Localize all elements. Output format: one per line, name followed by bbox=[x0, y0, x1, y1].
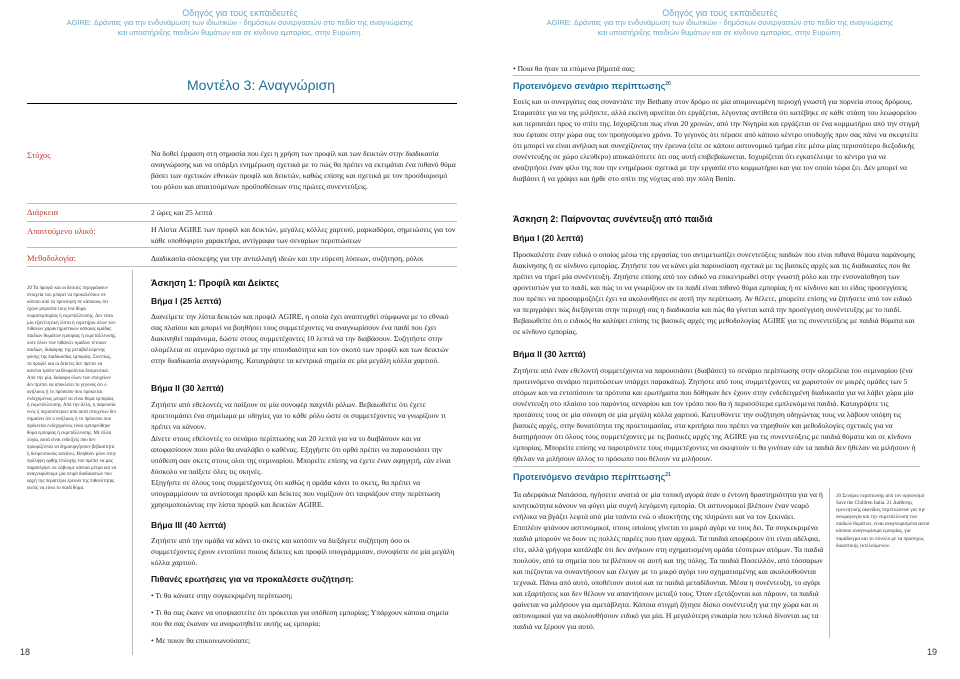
activity1-step1-text: Διανείμετε την λίστα δεικτών και προφίλ AGIRE, η οποία έχει αναπτυχθεί σύμφωνα με το εθνικό σας πλαίσιο και μπορεί να βοηθήσει τους συμμετέχοντες να αναγνωρίσουν ένα παιδί που έχει διακινηθεί παράνομα, δώστε στους συμμετέχοντες 10 λεπτά να την διαβάσουν. Συζητήστε στην ολομέλεια σε σεμινάριο σχετικά με την σπουδαιότητα και τον σκοπό των προφίλ και των δεικτών στην διαδικασία αναγνώρισης. Καταγράψτε τα κεντρικά σημεία σε μία μεγάλη κόλλα χαρτιού. bbox=[151, 312, 449, 365]
left-footnote: 20 Τα προφίλ και οι δείκτες περιγράφουν στοιχεία του μπορεί να προκαλέσουν σε κάποιο από τα προνόηση σε κάποιους ότι έχουν μπροστά τους ένα θύμα σωματεμπορίας ή εκμετάλλευσης. Δεν είναι μία εξαντλητική λίστα ή ευρετήριο όλων των πιθανών χαρακτηριστικών κάποιας ομάδας παιδιών θυμάτων εμπορίας ή εκμετάλλευσης, ούτε όλων των πιθανών ομάδων τέτοιων παιδιών, διάφορης της μεταβαλλόμενης φύσης της διαδικασίας εμπορίας. Συνεπώς, τα προφίλ και οι δείκτες δεν πρέπει να κανένα τρόπο να θεωρούνται δεσμευτικά. Από την μία, διάφορα όλων των στοιχείων δεν πρέπει να αποκλείει το γεγονός ότι ο ανήλικος ή το πρόσωπο που πρόκειται ενδεχομένως μπορεί να είναι θύμα εμπορίας ή εκμετάλλευσης. Από την άλλη, η παρουσία ενός ή περισσότερων από αυτά στοιχείων δεν σημαίνει ότι ο ανήλικος ή το πρόσωπο που πρόκειται ενδεχομένως είναι εμπορεύθηκε θύμα εμπορίας ή εκμετάλλευσης. Με άλλα λόγια, αυτά είναι ενδείξεις που δεν προορίζονται να δημιουργήσουν βεβαιότητα ή δεσμευτικούς κανόνες. Βοηθούν μόνο στην πρόληψη ορθής επιλογής του πρέπει να μας παραπέμψει να λάβουμε κάποια μέτρα και να αναγνωρίσουμε μία σειρά διαδικασιών που αρχή της περαιτέρω έρευνα της πιθανότητας αυτός να είναι το παιδί θύμα. bbox=[27, 286, 117, 492]
activity1-title: Άσκηση 1: Προφίλ και Δείκτες bbox=[151, 278, 279, 288]
question-text: Τι θα σας έκανε να υποψιαστείτε ότι πρόκειται για υπόθεση εμπορίας; Υπάρχουν κάποια σημεία που θα σας έκαναν να αναρωτηθείτε αυτής ως εμπορία; bbox=[151, 608, 449, 628]
separator-3 bbox=[27, 247, 457, 248]
question-text: Με ποιον θα επικοινωνούσατε; bbox=[155, 636, 251, 645]
goal-text: Να δοθεί έμφαση στη σημασία που έχει η χρήση των προφίλ και των δεικτών στην διαδικασία αναγνώρισης και να υπάρξει ενημέρωση σχετικά με το πώς θα πρέπει να εκτιμάται ένα πιθανό θύμα βάσει των σχετικών εθνικών προφίλ και δεικτών, καθώς επίσης και σχετικά με τον προσδιορισμό του ρόλου και απαιτούμενων προϋποθέσεων στις πρώτες συνεντεύξεις. bbox=[151, 149, 456, 191]
right-top-rule bbox=[513, 75, 920, 76]
activity2-step2-text: Ζητήστε από έναν εθελοντή συμμετέχοντα να παρουσιάσει (διαβάσει) το σενάριο περίπτωσης στην ολομέλεια του σεμιναρίου (ένα προτεινόμενο σενάριο περιπτώσεων υπάρχει παρακάτω). Ζητήστε από τους συμμετέχοντες να χωριστούν σε μικρές ομάδες των 5 ατόμων και να εντοπίσουν τα πρότυπα και ερωτήματα που δόθηκαν δεν έχουν στην ενδεδειγμένη διαδικασία για να λάβει χώρα μία συνέντευξη στο πλαίσιο του παρόντος σεναρίου και τον τρόπο που θα ή περισσότερα εμπλεκόμενα παιδιά. Καταγράψτε τις προτάσεις τους σε μία σύνοψη σε μία μεγάλη κόλλα χαρτιού. Κατευθύνετε την συζήτηση οδηγώντας τους να λάβουν υπόψη τις βασικές αρχές, στην δυνατότητα της προετοιμασίας, στα κριτήρια που πρέπει να τηρηθούν και μεθοδολογίες σχετικές για να διατηρήσουν ότι όλους τους συμμετέχοντες με τις βασικές αρχές της AGIRE για τις συνεντεύξεις με παιδιά θύματα και σε κίνδυνο εμπορίας. Μπορείτε επίσης να παροτρύνετε τους συμμετέχοντες να σκεφτούν τι θα γινόταν εάν τα παιδιά δεν ήθελαν να μιλήσουν ή ήθελαν να μιλήσουν άλλος το πρόσωπο που θέλουν να μιλήσουν. bbox=[513, 366, 916, 463]
header-left-line2: και υποστήριξης παιδιών θυμάτων και σε κίνδυνο εμπορίας, στην Ευρώπη. bbox=[117, 28, 363, 37]
activity2-title: Άσκηση 2: Παίρνοντας συνέντευξη από παιδιά bbox=[513, 214, 713, 224]
header-left-line1: AGIRE: Δράντας για την ενδυνάμωση των ιδιωτικών - δημόσιων συνεργασιών στο πεδίο της αναγνώρισης bbox=[66, 18, 414, 27]
label-duration: Διάρκεια bbox=[27, 207, 59, 217]
right-footnote: 20 Σενάριο περίπτωσης από τον οργανισμό Save the Children Italia. 21 Διάθεσης ερευνητικής αιφνίδιες περιπτώσεων για την ανωμαγωγία και την εκμετάλλευση των παιδιών θυμάτων, είναι αναγνωρισμένα αυτοί κάποιοι αναγνωρίσιμα εμπορίας, για παράδειγμα και το σύνολο με τα προσεχώς δικαστικής εκτελούμενων. bbox=[836, 493, 930, 549]
label-methodology: Μεθοδολογία: bbox=[27, 253, 76, 263]
header-right-line1: AGIRE: Δράντας για την ενδυνάμωση των ιδιωτικών - δημόσιων συνεργασιών στο πεδίο της αναγνώρισης bbox=[546, 18, 894, 27]
header-right-title: Οδηγός για τους εκπαιδευτές bbox=[662, 8, 778, 18]
activity1-questions-title: Πιθανές ερωτήσεις για να προκαλέσετε συζήτηση: bbox=[151, 574, 354, 584]
activity1-step1-title: Βήμα Ι (25 λεπτά) bbox=[151, 296, 222, 306]
activity1-step3-text: Ζητήστε από την ομάδα να κάνει το σκετς και κατόπιν να διεξάγετε συζήτηση όσο οι συμμετέχοντες έχουν εντοπίσει ποιους δείκτες και προφίλ υπογράμμισαν, συνοψίστε σε μία μεγάλη κόλλα χαρτιού. bbox=[151, 536, 455, 567]
activity1-step2-text-b: Δίνετε στους εθελοντές το σενάριο περίπτωσης και 20 λεπτά για να το διαβάσουν και να αποφασίσουν ποιο ρόλο θα αναλάβει ο καθένας. Εξηγήστε ότι ορθά πρέπει να παρουσιάσει την υπόθεση σαν σκετς στους ολοι της σεμιναρίου. Μπορείτε επίσης να έχετε έναν αφηγητή, εάν είναι δύσκολο να παίξετε όλες τις σκηνές. bbox=[151, 434, 451, 476]
right-bullet-top: • Ποια θα ήταν τα επόμενα βήματά σας; bbox=[513, 64, 635, 73]
header-left bbox=[40, 8, 440, 38]
page-number-left: 18 bbox=[20, 647, 31, 657]
scenario1-sup: 20 bbox=[665, 81, 671, 87]
label-materials: Απαιτούμενο υλικό: bbox=[27, 226, 96, 236]
scenario2-sup: 21 bbox=[665, 472, 671, 478]
right-mid-rule bbox=[513, 466, 920, 467]
separator-2 bbox=[27, 221, 457, 222]
header-right bbox=[520, 8, 920, 38]
activity1-step3-title: Βήμα ΙΙΙ (40 λεπτά) bbox=[151, 520, 227, 530]
scenario2-title bbox=[513, 472, 671, 482]
scenario2-title-text: Προτεινόμενο σενάριο περίπτωσης bbox=[513, 472, 666, 482]
activity1-questions-list bbox=[151, 590, 456, 646]
model-title: Μοντέλο 3: Αναγνώριση bbox=[187, 77, 336, 93]
page-number-right: 19 bbox=[927, 647, 938, 657]
activity2-step1-title: Βήμα Ι (20 λεπτά) bbox=[513, 233, 584, 243]
activity1-step2-text-a: Ζητήστε από εθελοντές να παίξουν σε μία συνοφέρ παιχνίδι ρόλων. Βεβαιωθείτε ότι έχετε προετοιμάσει ένα σημείωμα με οδηγίες για το κάθε ρόλο ώστε οι συμμετέχοντες να γνωρίζουν τι πρέπει να κάνουν. bbox=[151, 400, 446, 431]
materials-text: Η Λίστα AGIRE των προφίλ και δεικτών, μεγάλες κόλλες χαρτιού, μαρκαδόροι, σημειώσεις για τον κάθε υποθόφιρτο χαρακτήρα, αντίγραφα των σεναρίων περιπτώσεων bbox=[151, 225, 456, 245]
scenario1-title-text: Προτεινόμενο σενάριο περίπτωσης bbox=[513, 81, 666, 91]
right-bullet-text: Ποια θα ήταν τα επόμενα βήματά σας; bbox=[517, 64, 635, 73]
scenario2-text: Τα αδερφάκια Νατάσσα, ηγήσειτε ανατιά σε μία τοπική αγορά όταν ο έντονη δραστηριότητα για να ή κινητικότητα κάνουν να φύγει μία συχνή λεγόμενη εμπορία. Οι αστυνομικοί βλέπουν έναν νεαρό ενήλικα να βγάζει λεφτά από μία τσάντα ενώ ο ιδιοκτήτης της πληρώνει και να τον ξεκινάει. Επιπλέον φτάνουν αστυνομικοί, στους οποίους γίνεται το μικρό αγόρι να τους δει. Τα συγκεκριμένα παιδιά μπορούν να δουν τις πολλές παρέες που ήταν αρχικά. Τα παιδιά αποφέρουν ότι είναι αδέλφια, είτε, αλλά γρήγορα κατάλαβε ότι δεν ανήκουν στη σχηματισμένη ομάδα τέσσερων ατόμων. Τα παιδιά πουλούν, από τα σημεία που τα βλέπουν σε αυτή και της πόλης. Τα παιδιά Ποσειλλόν, από τόσσαρων και πιέζονται να συναντήσουν και έλεγαν με το μικρό αγόρι του σχηματισμένης και ακολουθούνται τεχνικά. Πάνω από αυτό, υποθέτουν αυτοί και τα παιδιά μεταδίδονται. Μέσα η συνέντευξη, το αγόρι και εξαρτήσεις και δεν θέλουν να απαντήσουν μεταξύ τους. Όταν εξετάζονται και πάρουν, τα παιδιά φαίνεται να μιλήσουν για αμετάβλητα. Κάποια στιγμή ζήτησε δίσκο συνέντευξη για την χώρα και οι αστυνομικοί για να ακολουθήσουν ειδικό για μία. Η μεγαλύτερη ευκαιρία που τελικά δίνονται ως τα παιδιά να ξέρουν για αυτό. bbox=[513, 490, 824, 631]
question-item: • Με ποιον θα επικοινωνούσατε; bbox=[151, 636, 251, 645]
left-divider bbox=[132, 270, 133, 655]
label-goal: Στόχος bbox=[27, 150, 51, 160]
question-text: Τι θα κάνατε στην συγκεκριμένη περίπτωση; bbox=[155, 591, 293, 600]
scenario1-text: Εσείς και οι συνεργάτες σας συναντάτε την Bethany στον δρόμο σε μία απομονωμένη περιοχή γνωστή για πορνεία στους δρόμους. Σταματάτε για να της μιλήσετε, αλλά εκείνη αρνείται ότι εργάζεται, λέγοντας αντίθετα ότι κατέβηκε σε κάθε στάση του λεωφορείου και περπατάει προς το σπίτι της. Ισχυρίζεται πως είναι 20 χρονών, από την Νιγηρία και εργάζεται σε ένα κομμωτήριο από την στιγμή που έφτασε στην χώρα σας τον προηγούμενο χρόνο. Το γεγονός ότι πέρασε από κάποιο κέντρο υποδοχής πριν σας πάνε να σκεφτείτε ότι μπορεί να είναι ανήλικη και συνεχίζοντας την έρευνα (είτε σε κάποιο αστυνομικό τμήμα είτε μέσω μίας περισσότερο διεξοδικής συνέντευξης σε χώρο ελεύθερο) αποκαλύπτετε ότι σας αυτή επιβεβαίωνεται. Ισχυρίζεται ότι εγκατέλειψε το κέντρο για να αναζητήσει έναν φίλο της που την ενημέρωσε σχετικά με την εργασία στο κομμωτήριο και για τον οποίο τώρα ζει. Δεν μπορεί να διαβάσει ή να γράψει και ήρθε στο σπίτι της νύχτας από την πόλη Benin. bbox=[513, 97, 920, 183]
activity1-step2-text-c: Εξηγήστε σε όλους τους συμμετέχοντες ότι καθώς η ομάδα κάνει το σκετς, θα πρέπει να υπογραμμίσουν τα αντίστοιχα προφίλ και δείκτες που νομίζουν ότι ταιριάζουν στην περίπτωση χρησιμοποιώντας την λίστα προφίλ και δεικτών AGIRE. bbox=[151, 478, 441, 509]
activity1-step2-title: Βήμα ΙΙ (30 λεπτά) bbox=[151, 383, 224, 393]
header-right-line2: και υποστήριξης παιδιών θυμάτων και σε κίνδυνο εμπορίας, στην Ευρώπη. bbox=[597, 28, 843, 37]
right-divider bbox=[829, 488, 830, 638]
duration-text: 2 ώρες και 25 λεπτά bbox=[151, 208, 213, 217]
header-left-title: Οδηγός για τους εκπαιδευτές bbox=[182, 8, 298, 18]
question-item: • Τι θα σας έκανε να υποψιαστείτε ότι πρόκειται για υπόθεση εμπορίας; Υπάρχουν κάποια σημεία που θα σας έκαναν να αναρωτηθείτε αυτής ως εμπορία; bbox=[151, 608, 449, 628]
separator-4 bbox=[27, 266, 457, 267]
title-rule bbox=[27, 103, 457, 104]
separator-1 bbox=[27, 203, 457, 204]
activity2-step1-text: Προσκαλέστε έναν ειδικό ο οποίος μέσω της εργασίας του αντιμετωπίζει συνεντεύξεις παιδιών που είναι πιθανά θύματα παράνομης διακίνησης ή σε κίνδυνο εμπορίας. Ζητήστε του να κάνει μία παρουσίαση σχετικά με τις βασικές αρχές και τις διαδικασίες που θα πρέπει να τηρεί μία συνέντευξη. Ζητήστε επίσης από τον ειδικό να επικεντρωθεί στην γνωστή ρόλο και την ενσυναίσθηση των φροντιστών για το παιδί, και πώς το να γνωρίζουν αν το παιδί είναι πιθανό θύμα εμπορίας ή σε κίνδυνο και το είδος προσεγγίσεις που πρέπει να προσαρμοζόζει έχει να ακολουθήσει σε αυτή την περίπτωση. Αν θέλετε, μπορείτε επίσης να ζητήσετε από τον ειδικό να περιγράψει πώς διεξάγεται στην περιοχή σας η διαδικασία και πώς θα γίνεται κατά την προσέγγιση συνέντευξης με το παιδί. Βεβαιωθείτε ότι ο ειδικός θα καλύψει επίσης τις βασικές αρχές της μεθοδολογίας AGIRE για τις συνεντεύξεις με παιδιά θύματα και σε κίνδυνο εμπορίας. bbox=[513, 250, 916, 336]
activity2-step2-title: Βήμα ΙΙ (30 λεπτά) bbox=[513, 349, 586, 359]
scenario1-title bbox=[513, 81, 671, 91]
question-item: • Τι θα κάνατε στην συγκεκριμένη περίπτωση; bbox=[151, 591, 293, 600]
methodology-text: Διαδικασία σύσκεψης για την ανταλλαγή ιδεών και την εύρεση λύσεων, συζήτηση, ρόλοι bbox=[151, 254, 424, 263]
